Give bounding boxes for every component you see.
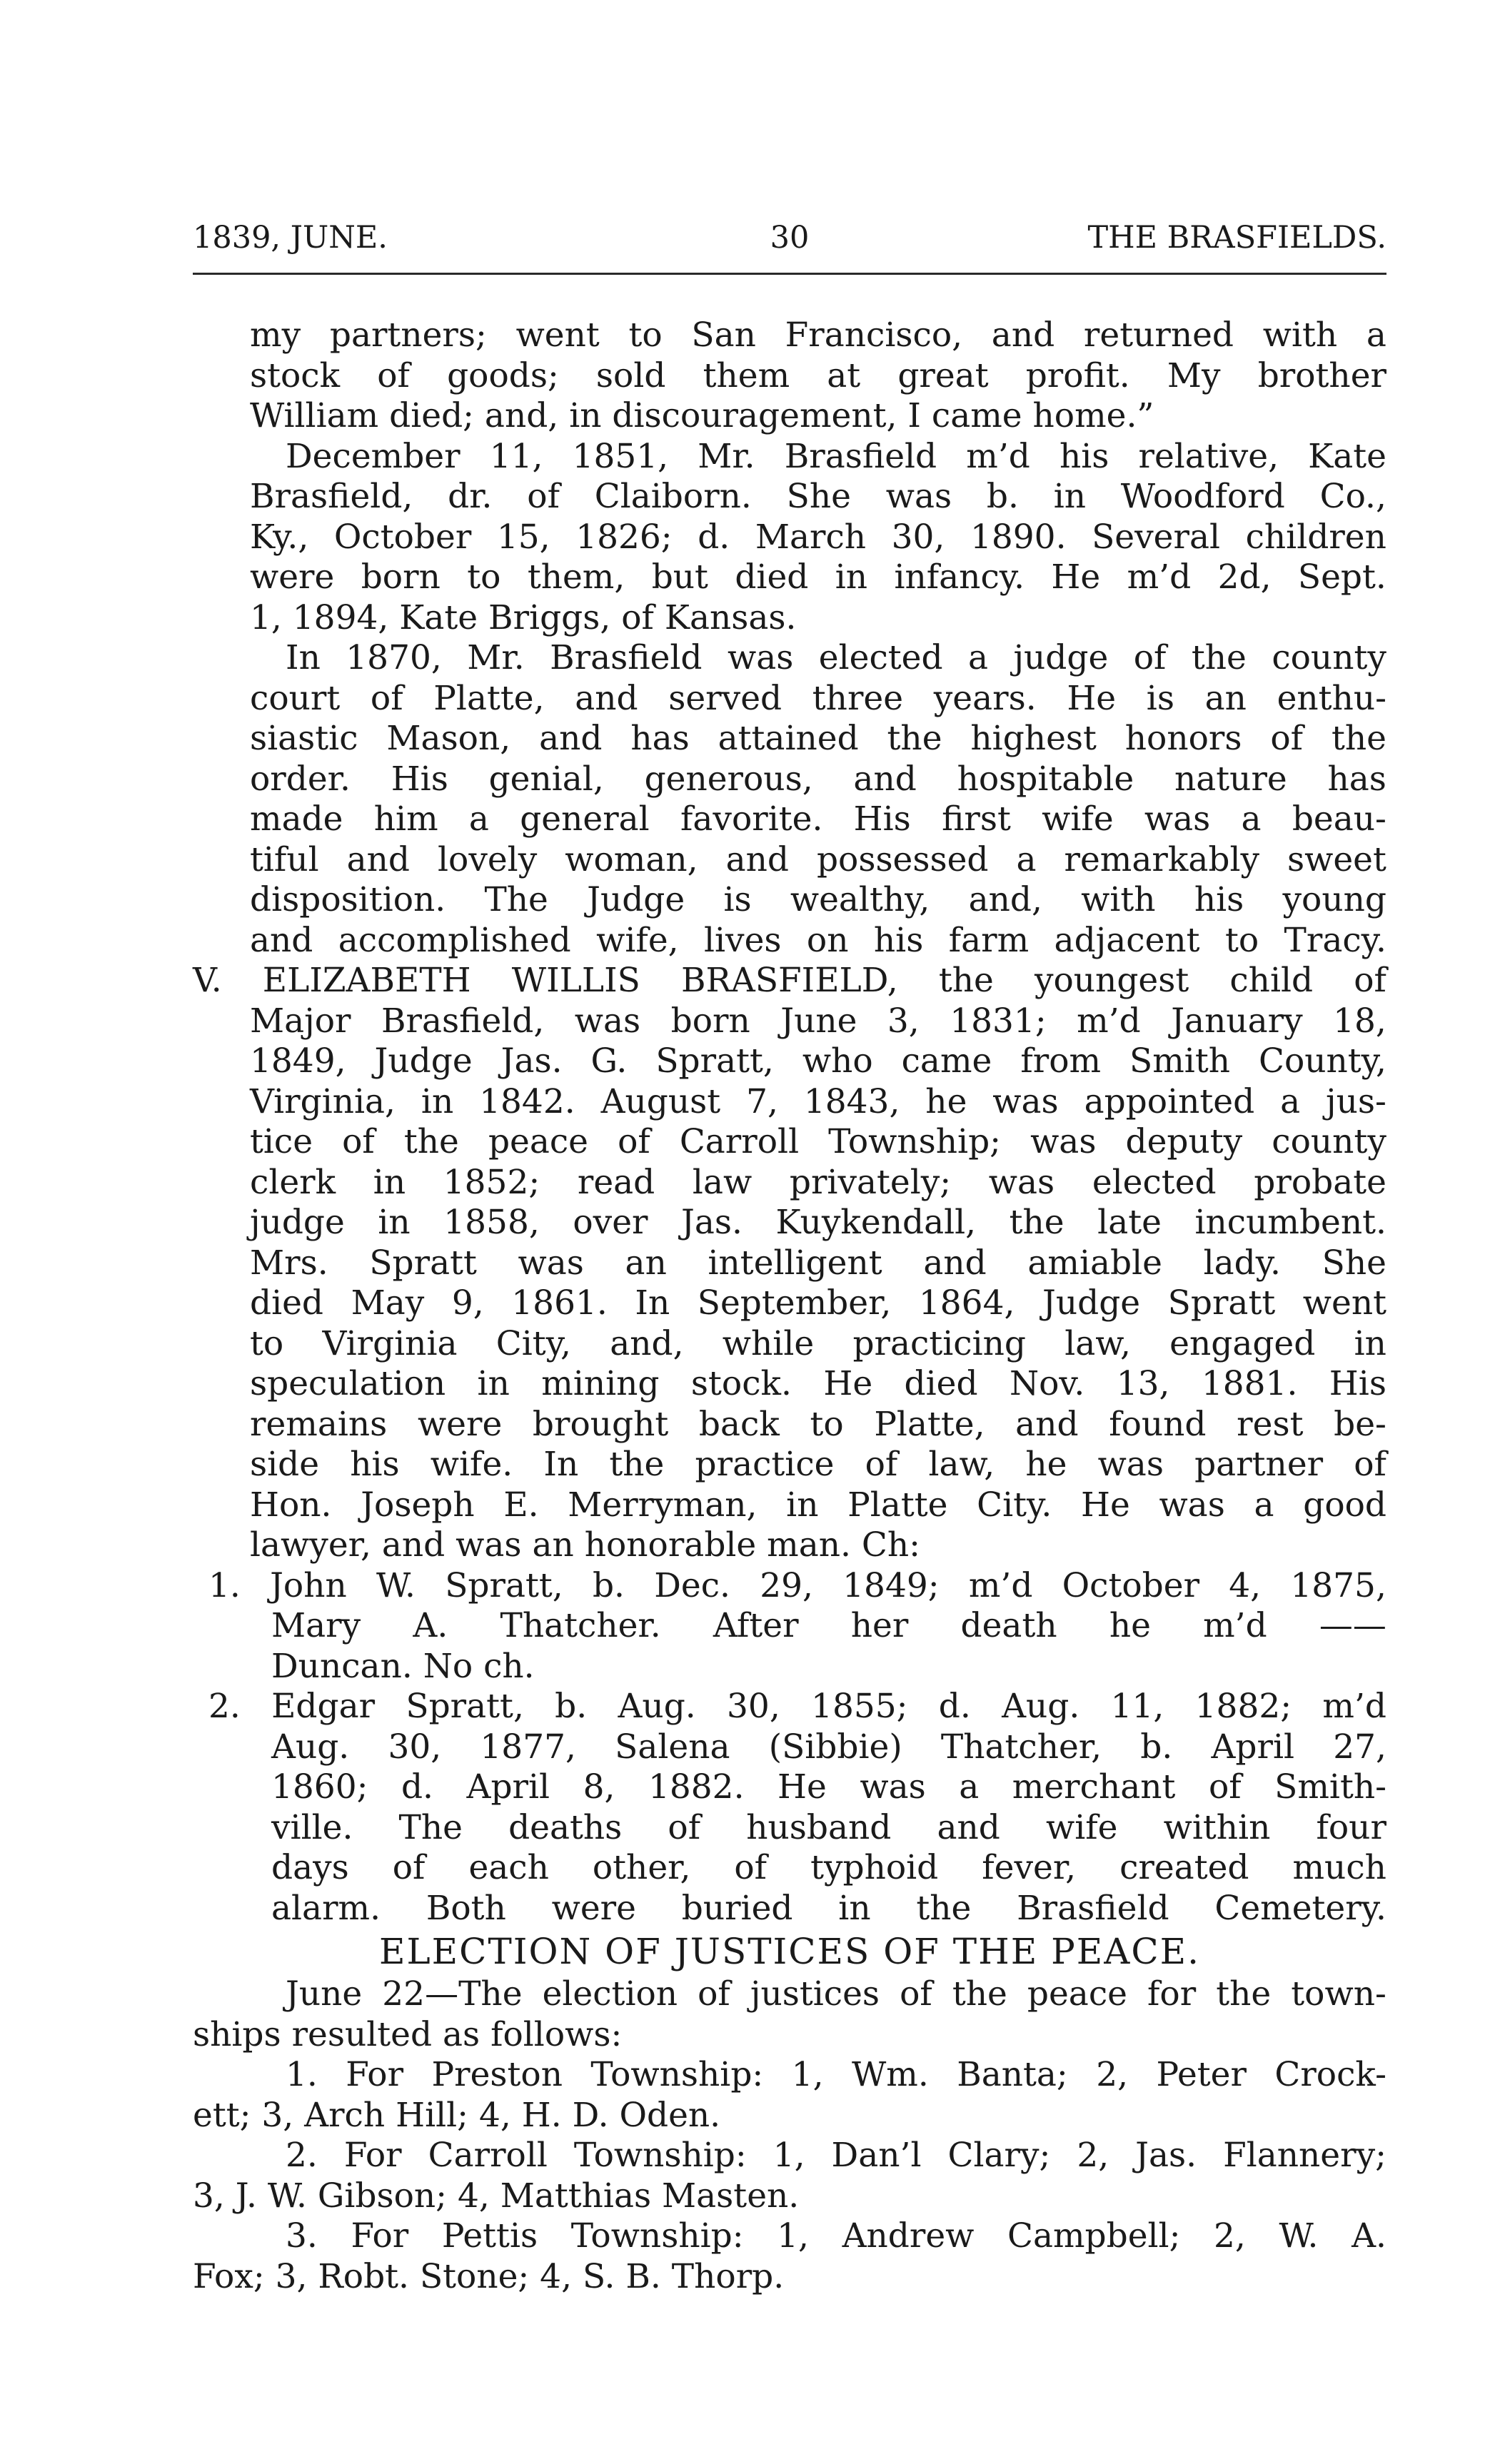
text-line: days of each other, of typhoid fever, created much [271, 1848, 1386, 1887]
text-line: order. His genial, generous, and hospitable nature has [250, 759, 1386, 799]
text-line: 1849, Judge Jas. G. Spratt, who came from Smith County, [250, 1041, 1386, 1081]
text-line: In 1870, Mr. Brasfield was elected a judge of the county [286, 638, 1386, 677]
text-line: remains were brought back to Platte, and found rest be- [250, 1404, 1386, 1444]
text-line: tice of the peace of Carroll Township; was deputy county [250, 1122, 1386, 1161]
text-line: Virginia, in 1842. August 7, 1843, he was appointed a jus- [250, 1081, 1386, 1121]
text-line: disposition. The Judge is wealthy, and, with his young [250, 880, 1386, 919]
page-number: 30 [770, 220, 810, 256]
text-line: Hon. Joseph E. Merryman, in Platte City. He was a good [250, 1485, 1386, 1525]
text-line: William died; and, in discouragement, I came home.” [250, 396, 1154, 435]
text-line: judge in 1858, over Jas. Kuykendall, the late incumbent. [250, 1203, 1386, 1242]
header-title: THE BRASFIELDS. [1087, 220, 1386, 256]
text-line: 2. Edgar Spratt, b. Aug. 30, 1855; d. Aug. 11, 1882; m’d [208, 1687, 1386, 1726]
text-line: tiful and lovely woman, and possessed a remarkably sweet [250, 839, 1386, 879]
election-line: June 22—The election of justices of the peace for the town- [286, 1974, 1386, 2014]
text-line: Brasfield, dr. of Claiborn. She was b. in Woodford Co., [250, 477, 1386, 516]
text-line: Major Brasfield, was born June 3, 1831; m’d January 18, [250, 1001, 1386, 1041]
text-line: 1. John W. Spratt, b. Dec. 29, 1849; m’d October 4, 1875, [208, 1565, 1386, 1605]
election-line: 3. For Pettis Township: 1, Andrew Campbell; 2, W. A. [286, 2216, 1386, 2256]
text-line: alarm. Both were buried in the Brasfield Cemetery. [271, 1888, 1386, 1928]
text-line: V. ELIZABETH WILLIS BRASFIELD, the youngest child of [193, 961, 1386, 1000]
text-line: December 11, 1851, Mr. Brasfield m’d his relative, Kate [286, 436, 1386, 476]
text-line: my partners; went to San Francisco, and returned with a [250, 315, 1386, 355]
text-line: died May 9, 1861. In September, 1864, Judge Spratt went [250, 1283, 1386, 1323]
election-line: 2. For Carroll Township: 1, Dan’l Clary; 2, Jas. Flannery; [286, 2136, 1386, 2175]
text-line: stock of goods; sold them at great profit. My brother [250, 355, 1386, 395]
text-line: siastic Mason, and has attained the highest honors of the [250, 719, 1386, 758]
election-line: ships resulted as follows: [193, 2014, 623, 2054]
text-line: Duncan. No ch. [271, 1646, 535, 1686]
page-body [193, 315, 1386, 2297]
text-line: were born to them, but died in infancy. He m’d 2d, Sept. [250, 557, 1386, 597]
text-line: side his wife. In the practice of law, he was partner of [250, 1445, 1386, 1484]
main-text-block [193, 315, 1386, 1929]
text-line: Ky., October 15, 1826; d. March 30, 1890. Several children [250, 517, 1386, 557]
header-rule [193, 273, 1386, 275]
section-title: ELECTION OF JUSTICES OF THE PEACE. [378, 1931, 1201, 1972]
text-line: to Virginia City, and, while practicing law, engaged in [250, 1323, 1386, 1363]
running-header [193, 220, 1386, 256]
text-line: 1860; d. April 8, 1882. He was a merchant of Smith- [271, 1767, 1386, 1807]
text-line: made him a general favorite. His first wife was a beau- [250, 799, 1386, 839]
text-line: lawyer, and was an honorable man. Ch: [250, 1525, 920, 1565]
election-text-block [193, 1974, 1386, 2297]
election-line: 3, J. W. Gibson; 4, Matthias Masten. [193, 2176, 800, 2216]
election-line: Fox; 3, Robt. Stone; 4, S. B. Thorp. [193, 2256, 785, 2296]
text-line: Aug. 30, 1877, Salena (Sibbie) Thatcher, b. April 27, [271, 1727, 1386, 1767]
text-line: and accomplished wife, lives on his farm adjacent to Tracy. [250, 920, 1386, 960]
text-line: ville. The deaths of husband and wife within four [271, 1807, 1386, 1847]
election-line: ett; 3, Arch Hill; 4, H. D. Oden. [193, 2095, 721, 2135]
header-date: 1839, JUNE. [193, 220, 388, 256]
text-line: clerk in 1852; read law privately; was elected probate [250, 1162, 1386, 1202]
text-line: Mrs. Spratt was an intelligent and amiable lady. She [250, 1243, 1386, 1283]
text-line: court of Platte, and served three years. He is an enthu- [250, 678, 1386, 718]
election-line: 1. For Preston Township: 1, Wm. Banta; 2, Peter Crock- [286, 2055, 1386, 2094]
text-line: 1, 1894, Kate Briggs, of Kansas. [250, 597, 797, 637]
text-line: Mary A. Thatcher. After her death he m’d —— [271, 1606, 1386, 1645]
text-line: speculation in mining stock. He died Nov. 13, 1881. His [250, 1364, 1386, 1403]
